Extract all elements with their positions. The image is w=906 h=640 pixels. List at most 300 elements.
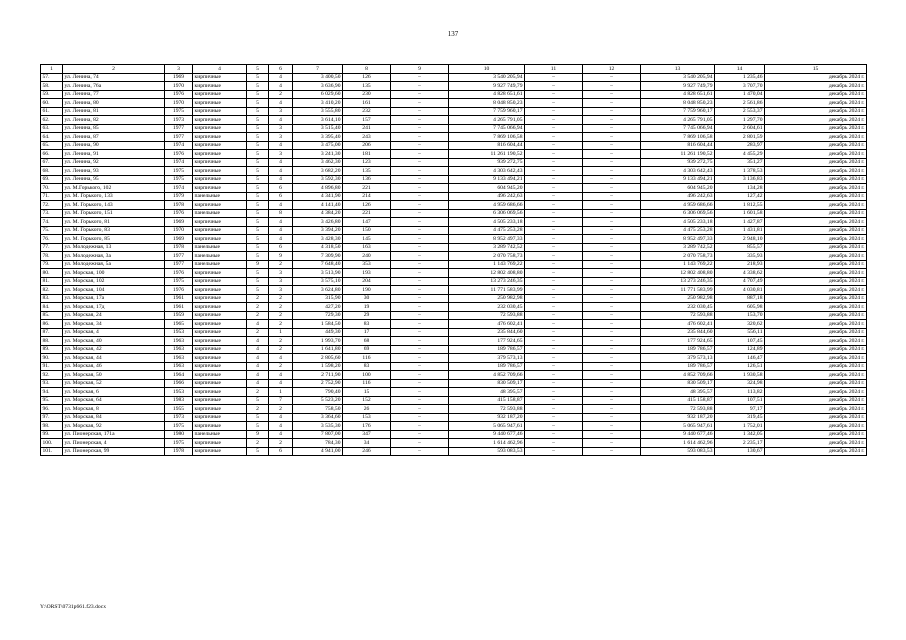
table-cell: 3 [269, 133, 293, 142]
table-cell: – [583, 269, 641, 278]
table-cell: 4 [247, 345, 269, 354]
table-row [41, 439, 867, 448]
table-cell: 1970 [165, 226, 193, 235]
table-cell: 4 [269, 141, 293, 150]
table-cell: кирпичные [193, 175, 247, 184]
table-cell: кирпичные [193, 422, 247, 431]
table-cell: – [525, 294, 583, 303]
table-cell: 496 242,63 [449, 192, 525, 201]
table-cell: 177 924,65 [641, 337, 715, 346]
table-cell: декабрь 2024 г. [765, 286, 867, 295]
table-cell: 5 [247, 90, 269, 99]
table-cell: 68 [343, 337, 391, 346]
table-cell: – [391, 379, 449, 388]
table-row [41, 320, 867, 329]
table-cell: – [525, 73, 583, 82]
table-cell: 3 410,20 [293, 99, 343, 108]
table-cell: декабрь 2024 г. [765, 184, 867, 193]
table-cell: 2 [269, 90, 293, 99]
table-cell: 4 341,90 [293, 192, 343, 201]
table-cell: декабрь 2024 г. [765, 354, 867, 363]
table-cell: 87. [41, 328, 63, 337]
table-cell: 5 [247, 175, 269, 184]
table-cell: кирпичные [193, 218, 247, 227]
table-cell: 1 812,55 [715, 201, 765, 210]
table-cell: 4 [269, 430, 293, 439]
table-cell: 232 [343, 107, 391, 116]
table-cell: 1 235,46 [715, 73, 765, 82]
table-cell: – [525, 99, 583, 108]
table-cell: – [583, 133, 641, 142]
table-cell: 4 [269, 82, 293, 91]
table-cell: 449,30 [293, 328, 343, 337]
table-cell: 136 [343, 175, 391, 184]
table-cell: декабрь 2024 г. [765, 413, 867, 422]
table-cell: 71. [41, 192, 63, 201]
table-cell: 246 [343, 447, 391, 456]
table-cell: 3 395,40 [293, 133, 343, 142]
table-cell: декабрь 2024 г. [765, 320, 867, 329]
table-cell: декабрь 2024 г. [765, 294, 867, 303]
table-row [41, 175, 867, 184]
table-cell: 80. [41, 269, 63, 278]
table-cell: 1959 [165, 311, 193, 320]
table-cell: 476 602,41 [449, 320, 525, 329]
table-cell: кирпичные [193, 320, 247, 329]
table-cell: 8 [269, 209, 293, 218]
table-cell: 26 [343, 405, 391, 414]
table-cell: декабрь 2024 г. [765, 243, 867, 252]
table-cell: декабрь 2024 г. [765, 201, 867, 210]
table-cell: кирпичные [193, 286, 247, 295]
table-cell: кирпичные [193, 124, 247, 133]
table-cell: 4 475 253,28 [449, 226, 525, 235]
table-cell: 1969 [165, 235, 193, 244]
table-cell: 315,90 [293, 294, 343, 303]
table-cell: 2 948,10 [715, 235, 765, 244]
table-cell: 1977 [165, 252, 193, 261]
table-cell: 4 384,20 [293, 209, 343, 218]
table-cell: – [583, 337, 641, 346]
table-cell: 4 959 686,66 [641, 201, 715, 210]
table-cell: – [391, 320, 449, 329]
table-cell: декабрь 2024 г. [765, 90, 867, 99]
table-cell: 4 141,40 [293, 201, 343, 210]
table-cell: 4 475 253,28 [641, 226, 715, 235]
table-cell: 150 [343, 226, 391, 235]
table-cell: – [525, 141, 583, 150]
table-cell: – [525, 260, 583, 269]
table-cell: 4 [269, 226, 293, 235]
table-cell: 1 614 462,96 [641, 439, 715, 448]
table-cell: 1975 [165, 277, 193, 286]
table-cell: декабрь 2024 г. [765, 141, 867, 150]
header-row [41, 65, 867, 74]
header-cell: 4 [193, 65, 247, 74]
table-row [41, 303, 867, 312]
table-cell: 2 [247, 311, 269, 320]
table-cell: декабрь 2024 г. [765, 277, 867, 286]
table-cell: 4 959 686,66 [449, 201, 525, 210]
table-cell: 135 [343, 82, 391, 91]
table-row [41, 311, 867, 320]
table-cell: 62. [41, 116, 63, 125]
table-cell: 2 [269, 320, 293, 329]
table-cell: 5 [247, 201, 269, 210]
table-cell: 605,98 [715, 303, 765, 312]
table-cell: 3 555,80 [293, 107, 343, 116]
table-cell: 59. [41, 90, 63, 99]
table-cell: 790,40 [293, 388, 343, 397]
header-cell: 10 [449, 65, 525, 74]
table-cell: 2 [269, 337, 293, 346]
table-cell: 3 614,10 [293, 116, 343, 125]
table-cell: 88. [41, 337, 63, 346]
table-cell: – [391, 371, 449, 380]
table-cell: 86. [41, 320, 63, 329]
table-cell: – [583, 371, 641, 380]
table-cell: 135 [343, 167, 391, 176]
table-cell: 1 143 769,22 [641, 260, 715, 269]
table-cell: 5 [247, 116, 269, 125]
table-cell: 3 136,83 [715, 175, 765, 184]
table-cell: 4 303 642,43 [449, 167, 525, 176]
footer-file-path: Y:\ORST\0731p661.f23.docx [40, 604, 106, 610]
table-cell: – [391, 218, 449, 227]
table-cell: – [391, 277, 449, 286]
table-cell: декабрь 2024 г. [765, 388, 867, 397]
table-cell: – [391, 337, 449, 346]
table-cell: декабрь 2024 г. [765, 311, 867, 320]
table-cell: 4 852 709,66 [449, 371, 525, 380]
table-cell: – [583, 260, 641, 269]
table-cell: 6 [269, 192, 293, 201]
table-cell: кирпичные [193, 82, 247, 91]
table-cell: ул. Морская, 50 [63, 371, 165, 380]
table-cell: 5 [247, 286, 269, 295]
table-cell: – [525, 243, 583, 252]
table-cell: 593 083,53 [641, 447, 715, 456]
table-row [41, 286, 867, 295]
table-cell: 83. [41, 294, 63, 303]
table-cell: – [525, 413, 583, 422]
table-cell: 2 [269, 345, 293, 354]
table-cell: декабрь 2024 г. [765, 422, 867, 431]
table-cell: – [525, 107, 583, 116]
table-cell: 3 624,80 [293, 286, 343, 295]
table-cell: – [391, 413, 449, 422]
table-cell: 496 242,63 [641, 192, 715, 201]
table-cell: 1976 [165, 209, 193, 218]
table-cell: 1 378,53 [715, 167, 765, 176]
table-cell: панельные [193, 192, 247, 201]
table-cell: 1963 [165, 354, 193, 363]
table-cell: 77. [41, 243, 63, 252]
table-cell: 8 048 850,23 [449, 99, 525, 108]
table-cell: 79. [41, 260, 63, 269]
table-cell: 7 745 066,94 [449, 124, 525, 133]
table-cell: 60. [41, 99, 63, 108]
table-cell: 134,28 [715, 184, 765, 193]
table-cell: кирпичные [193, 277, 247, 286]
table-cell: 157 [343, 116, 391, 125]
table-row [41, 218, 867, 227]
table-cell: 126 [343, 201, 391, 210]
table-cell: 7 807,00 [293, 430, 343, 439]
table-cell: 15 [343, 388, 391, 397]
table-cell: 72 593,88 [449, 311, 525, 320]
table-cell: ул. Молодежная, 3а [63, 252, 165, 261]
header-cell: 6 [269, 65, 293, 74]
table-cell: 98. [41, 422, 63, 431]
table-cell: 1976 [165, 286, 193, 295]
table-cell: – [583, 167, 641, 176]
table-cell: ул. Морская, 104 [63, 286, 165, 295]
table-cell: – [583, 150, 641, 159]
table-cell: 5 523,20 [293, 396, 343, 405]
table-cell: панельные [193, 430, 247, 439]
table-cell: 1983 [165, 396, 193, 405]
table-cell: 1978 [165, 201, 193, 210]
table-cell: 69. [41, 175, 63, 184]
table-row [41, 328, 867, 337]
table-cell: ул. Морская, 102 [63, 277, 165, 286]
table-cell: – [583, 107, 641, 116]
table-cell: 8 952 497,33 [641, 235, 715, 244]
table-body [41, 73, 867, 456]
table-cell: 1966 [165, 379, 193, 388]
table-cell: ул. Ленина, 85 [63, 124, 165, 133]
table-cell: кирпичные [193, 116, 247, 125]
table-cell: 8 952 497,33 [449, 235, 525, 244]
table-row [41, 430, 867, 439]
table-cell: 379 573,13 [641, 354, 715, 363]
table-cell: 7 745 066,94 [641, 124, 715, 133]
data-table-wrapper [40, 64, 866, 456]
table-cell: 5 [247, 277, 269, 286]
table-cell: 4 [269, 158, 293, 167]
table-cell: 232 030,45 [449, 303, 525, 312]
table-cell: 2 [247, 303, 269, 312]
table-row [41, 405, 867, 414]
header-cell: 8 [343, 65, 391, 74]
table-row [41, 447, 867, 456]
table-cell: 1976 [165, 90, 193, 99]
table-cell: декабрь 2024 г. [765, 345, 867, 354]
table-cell: 4 [247, 320, 269, 329]
table-cell: – [583, 311, 641, 320]
table-cell: 758,50 [293, 405, 343, 414]
table-cell: 126,51 [715, 362, 765, 371]
table-cell: 5 [247, 396, 269, 405]
table-cell: 11 261 190,52 [641, 150, 715, 159]
table-cell: 4 318,50 [293, 243, 343, 252]
table-cell: 1 930,58 [715, 371, 765, 380]
table-cell: 2 711,90 [293, 371, 343, 380]
table-cell: 1963 [165, 337, 193, 346]
table-cell: кирпичные [193, 158, 247, 167]
table-cell: – [583, 116, 641, 125]
table-cell: 379 573,13 [449, 354, 525, 363]
table-cell: 3 462,30 [293, 158, 343, 167]
table-cell: 4 265 791,05 [449, 116, 525, 125]
table-cell: – [391, 209, 449, 218]
table-cell: 347 [343, 430, 391, 439]
table-cell: 85. [41, 311, 63, 320]
table-cell: – [583, 99, 641, 108]
table-cell: 57. [41, 73, 63, 82]
table-cell: 153,70 [715, 311, 765, 320]
table-row [41, 116, 867, 125]
table-cell: – [583, 184, 641, 193]
table-cell: 7 869 106,58 [449, 133, 525, 142]
table-cell: ул. Морская, 84 [63, 413, 165, 422]
table-cell: декабрь 2024 г. [765, 116, 867, 125]
table-cell: – [391, 184, 449, 193]
table-cell: – [583, 226, 641, 235]
table-cell: декабрь 2024 г. [765, 167, 867, 176]
table-cell: ул. Морская, 52 [63, 379, 165, 388]
table-cell: 189 786,57 [449, 345, 525, 354]
table-cell: ул. Пионерская, 99 [63, 447, 165, 456]
table-cell: 1 598,20 [293, 362, 343, 371]
table-cell: ул. Ленина, 95 [63, 175, 165, 184]
table-cell: – [525, 311, 583, 320]
table-cell: ул. Ленина, 92 [63, 158, 165, 167]
table-cell: 9 927 749,79 [449, 82, 525, 91]
table-cell: 3 475,00 [293, 141, 343, 150]
table-cell: 4 [269, 235, 293, 244]
table-cell: ул. Морская, 64 [63, 396, 165, 405]
table-cell: 250 982,98 [641, 294, 715, 303]
table-cell: ул. Молодежная, 13 [63, 243, 165, 252]
table-cell: 163 [343, 243, 391, 252]
table-cell: 19 [343, 303, 391, 312]
table-cell: – [525, 209, 583, 218]
table-cell: 4 828 651,61 [449, 90, 525, 99]
table-cell: ул. Ленина, 74 [63, 73, 165, 82]
table-cell: – [391, 133, 449, 142]
table-cell: декабрь 2024 г. [765, 73, 867, 82]
table-cell: ул. Морская, 34 [63, 320, 165, 329]
table-cell: 1 [269, 388, 293, 397]
table-cell: 65. [41, 141, 63, 150]
table-cell: – [525, 124, 583, 133]
table-cell: 2 070 758,73 [449, 252, 525, 261]
table-cell: 2 553,37 [715, 107, 765, 116]
table-cell: – [525, 269, 583, 278]
table-cell: 153 [343, 413, 391, 422]
table-cell: – [391, 99, 449, 108]
table-cell: 3 364,60 [293, 413, 343, 422]
table-cell: 3 289 742,52 [449, 243, 525, 252]
table-cell: – [525, 388, 583, 397]
table-cell: 1974 [165, 141, 193, 150]
table-cell: ул. М. Горького, 85 [63, 235, 165, 244]
table-cell: ул. Ленина, 81 [63, 107, 165, 116]
table-cell: – [525, 175, 583, 184]
table-row [41, 269, 867, 278]
table-cell: 221 [343, 209, 391, 218]
table-cell: 67. [41, 158, 63, 167]
table-cell: 146,47 [715, 354, 765, 363]
table-cell: кирпичные [193, 141, 247, 150]
table-cell: 1 614 462,96 [449, 439, 525, 448]
table-cell: ул. Морская, 17а [63, 294, 165, 303]
table-cell: 5 [247, 73, 269, 82]
table-cell: кирпичные [193, 328, 247, 337]
table-cell: панельные [193, 209, 247, 218]
table-cell: 73. [41, 209, 63, 218]
table-cell: 3 [269, 277, 293, 286]
table-cell: кирпичные [193, 167, 247, 176]
table-cell: 855,57 [715, 243, 765, 252]
table-cell: 4 455,29 [715, 150, 765, 159]
table-cell: 320,62 [715, 320, 765, 329]
table-cell: 1977 [165, 124, 193, 133]
header-cell: 12 [583, 65, 641, 74]
table-cell: 11 261 190,52 [449, 150, 525, 159]
table-cell: 5 [247, 192, 269, 201]
table-cell: 593 083,53 [449, 447, 525, 456]
table-cell: ул. Ленина, 80 [63, 99, 165, 108]
table-row [41, 252, 867, 261]
table-cell: 4 [247, 371, 269, 380]
table-cell: кирпичные [193, 362, 247, 371]
table-cell: декабрь 2024 г. [765, 192, 867, 201]
table-row [41, 413, 867, 422]
table-cell: 4 707,49 [715, 277, 765, 286]
table-cell: кирпичные [193, 413, 247, 422]
table-cell: ул. М. Горького, 143 [63, 201, 165, 210]
table-cell: – [525, 439, 583, 448]
table-cell: 63. [41, 124, 63, 133]
table-cell: 5 [247, 141, 269, 150]
table-cell: 145 [343, 235, 391, 244]
table-cell: декабрь 2024 г. [765, 303, 867, 312]
table-cell: – [391, 73, 449, 82]
table-cell: – [525, 379, 583, 388]
table-cell: ул. Морская, 92 [63, 422, 165, 431]
table-cell: 204 [343, 277, 391, 286]
table-cell: 90. [41, 354, 63, 363]
table-cell: 1 641,80 [293, 345, 343, 354]
table-cell: 1976 [165, 269, 193, 278]
table-cell: декабрь 2024 г. [765, 362, 867, 371]
table-cell: – [525, 133, 583, 142]
table-cell: 5 [247, 99, 269, 108]
table-cell: 4 941,00 [293, 447, 343, 456]
table-cell: 9 440 677,46 [641, 430, 715, 439]
table-cell: 235 844,60 [449, 328, 525, 337]
table-cell: 235 844,60 [641, 328, 715, 337]
table-cell: 181 [343, 150, 391, 159]
table-cell: 1978 [165, 447, 193, 456]
table-cell: – [583, 303, 641, 312]
table-cell: 190 [343, 286, 391, 295]
table-cell: 2 235,17 [715, 439, 765, 448]
table-cell: декабрь 2024 г. [765, 405, 867, 414]
table-cell: 1969 [165, 218, 193, 227]
table-cell: кирпичные [193, 439, 247, 448]
table-cell: – [391, 388, 449, 397]
table-cell: 4 [247, 337, 269, 346]
table-cell: 9 133 494,21 [449, 175, 525, 184]
table-cell: декабрь 2024 г. [765, 124, 867, 133]
table-cell: 123 [343, 158, 391, 167]
table-cell: ул. Морская, 46 [63, 362, 165, 371]
table-cell: 2 [269, 362, 293, 371]
